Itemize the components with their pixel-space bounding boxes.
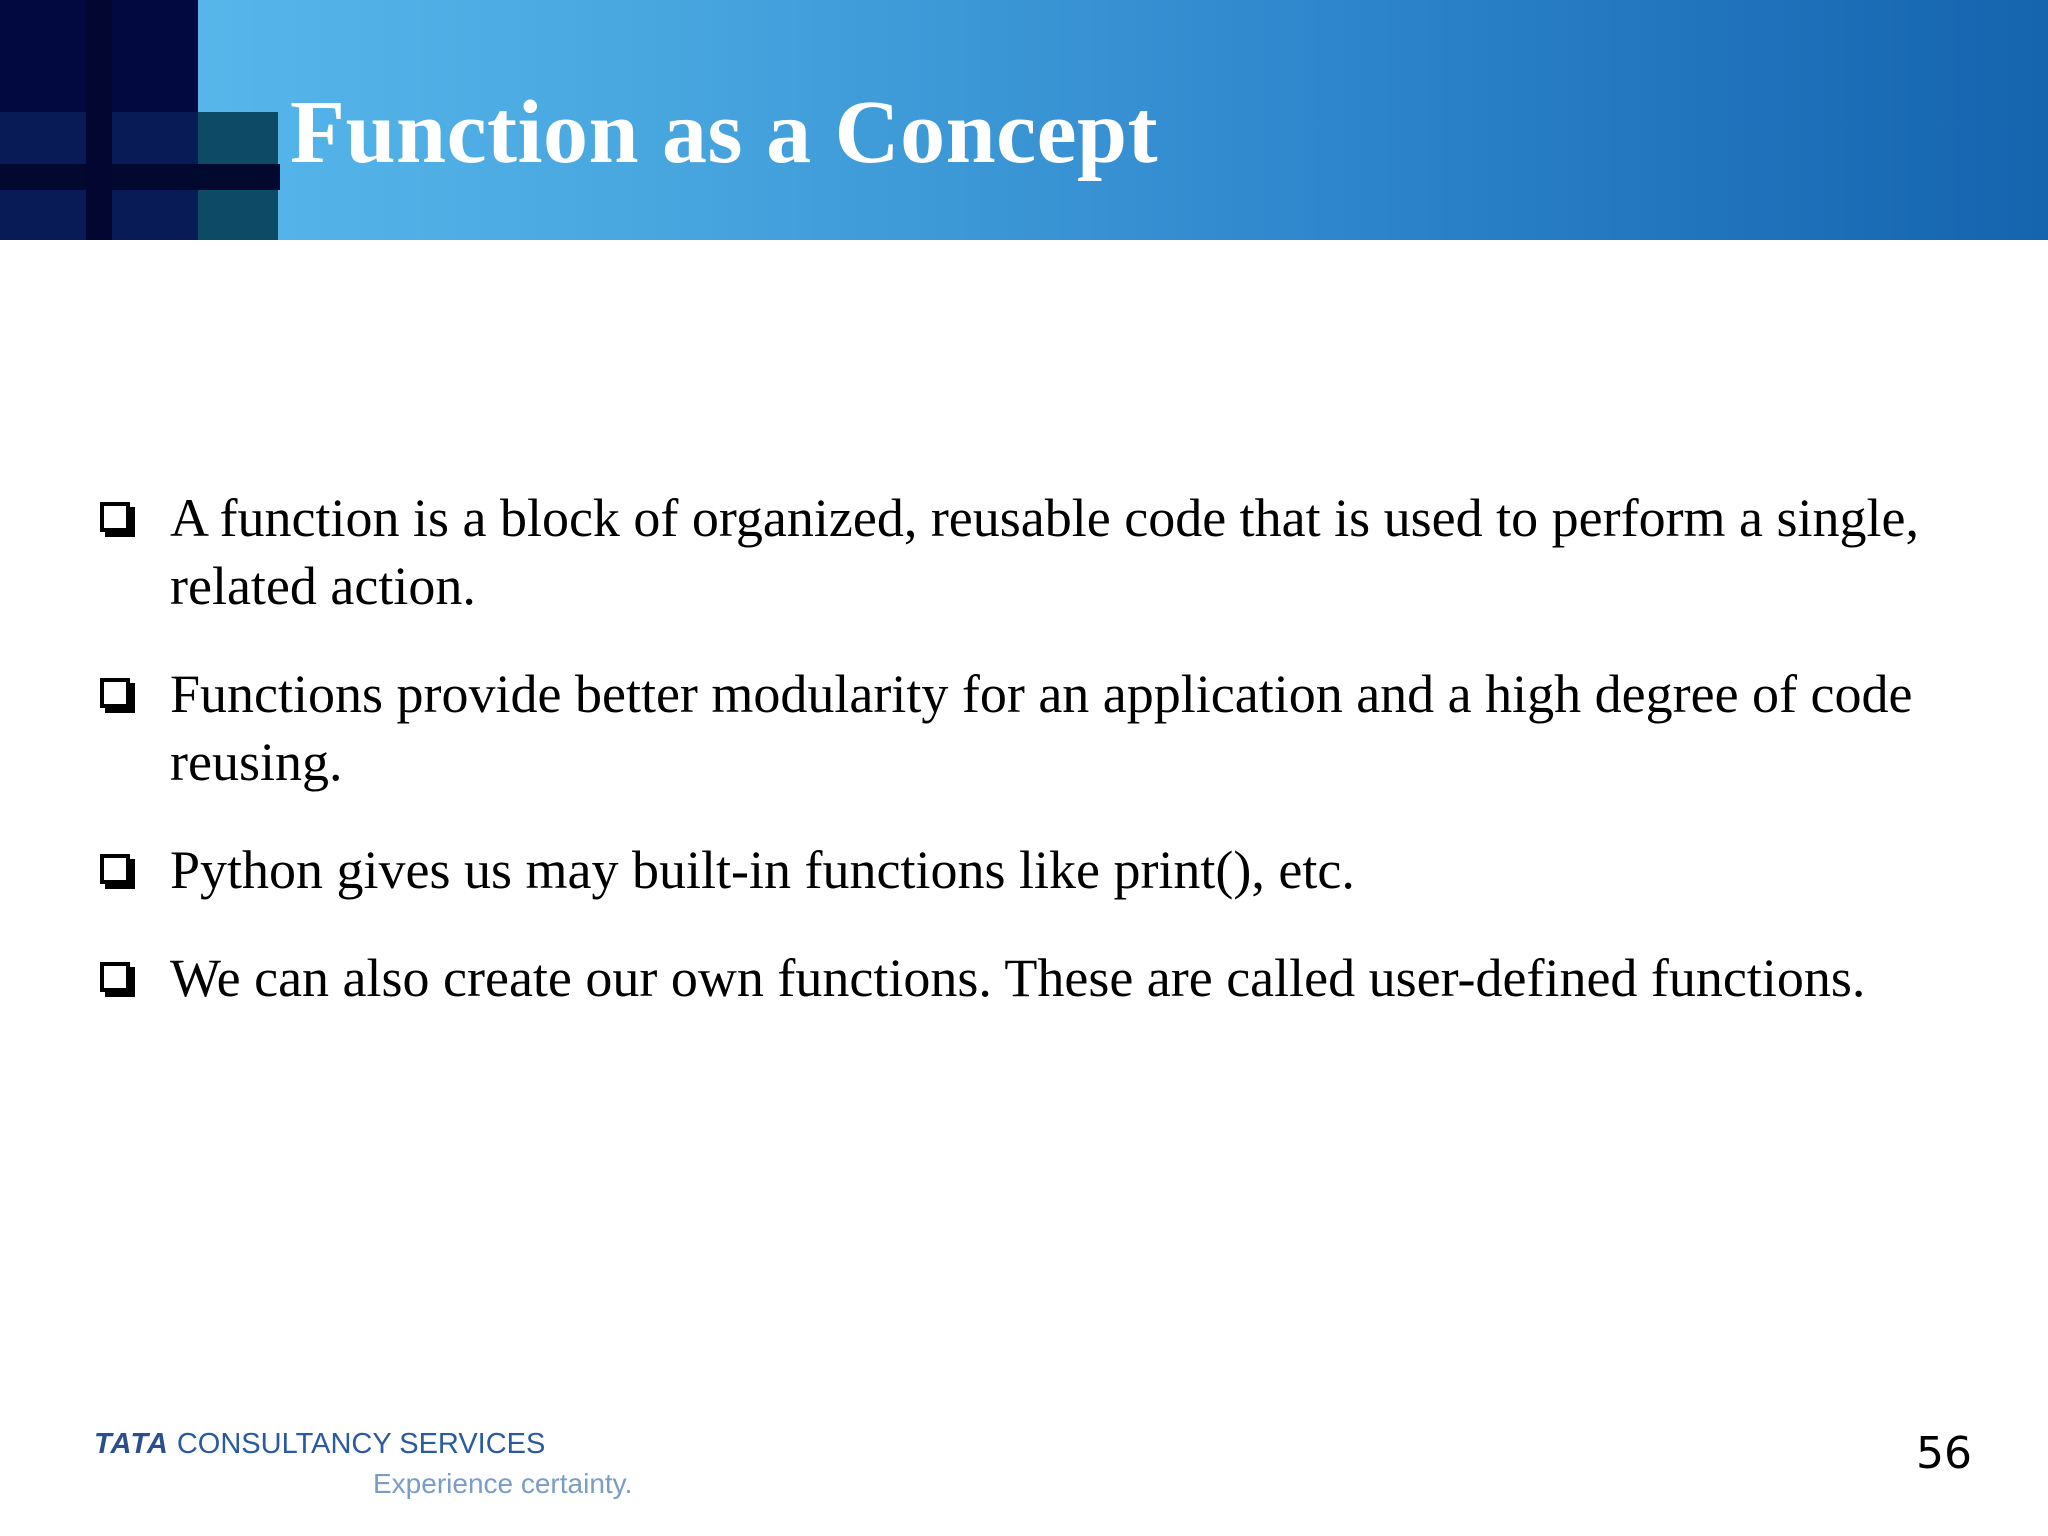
header-divider-line <box>86 0 112 240</box>
bullet-list <box>96 484 1996 1052</box>
header-grid-cell <box>0 112 86 164</box>
logo-brand: TATA <box>94 1428 169 1460</box>
header-divider-line <box>0 164 280 190</box>
hollow-square-bullet-icon <box>100 678 130 708</box>
header-teal-block <box>198 112 278 164</box>
tagline: Experience certainty. <box>373 1468 633 1499</box>
list-item <box>96 944 1996 1012</box>
list-item-text: A function is a block of organized, reusable code that is used to perform a single, related action. <box>170 488 1920 616</box>
title-banner <box>0 0 2048 240</box>
company-logo <box>94 1428 545 1461</box>
list-item <box>96 484 1996 620</box>
hollow-square-bullet-icon <box>100 962 130 992</box>
header-grid-cell <box>112 112 198 164</box>
list-item-text: Python gives us may built-in functions like print(), etc. <box>170 840 1355 900</box>
list-item <box>96 660 1996 796</box>
slide-title: Function as a Concept <box>290 83 1159 182</box>
hollow-square-bullet-icon <box>100 502 130 532</box>
header-grid-cell <box>0 190 86 240</box>
hollow-square-bullet-icon <box>100 854 130 884</box>
list-item-text: We can also create our own functions. These are called user-defined functions. <box>170 948 1866 1008</box>
list-item <box>96 836 1996 904</box>
header-teal-block <box>198 190 278 240</box>
list-item-text: Functions provide better modularity for an application and a high degree of code reusing. <box>170 664 1913 792</box>
logo-company-name: CONSULTANCY SERVICES <box>176 1428 546 1460</box>
page-number: 56 <box>1916 1428 1972 1479</box>
header-grid-cell <box>112 190 198 240</box>
